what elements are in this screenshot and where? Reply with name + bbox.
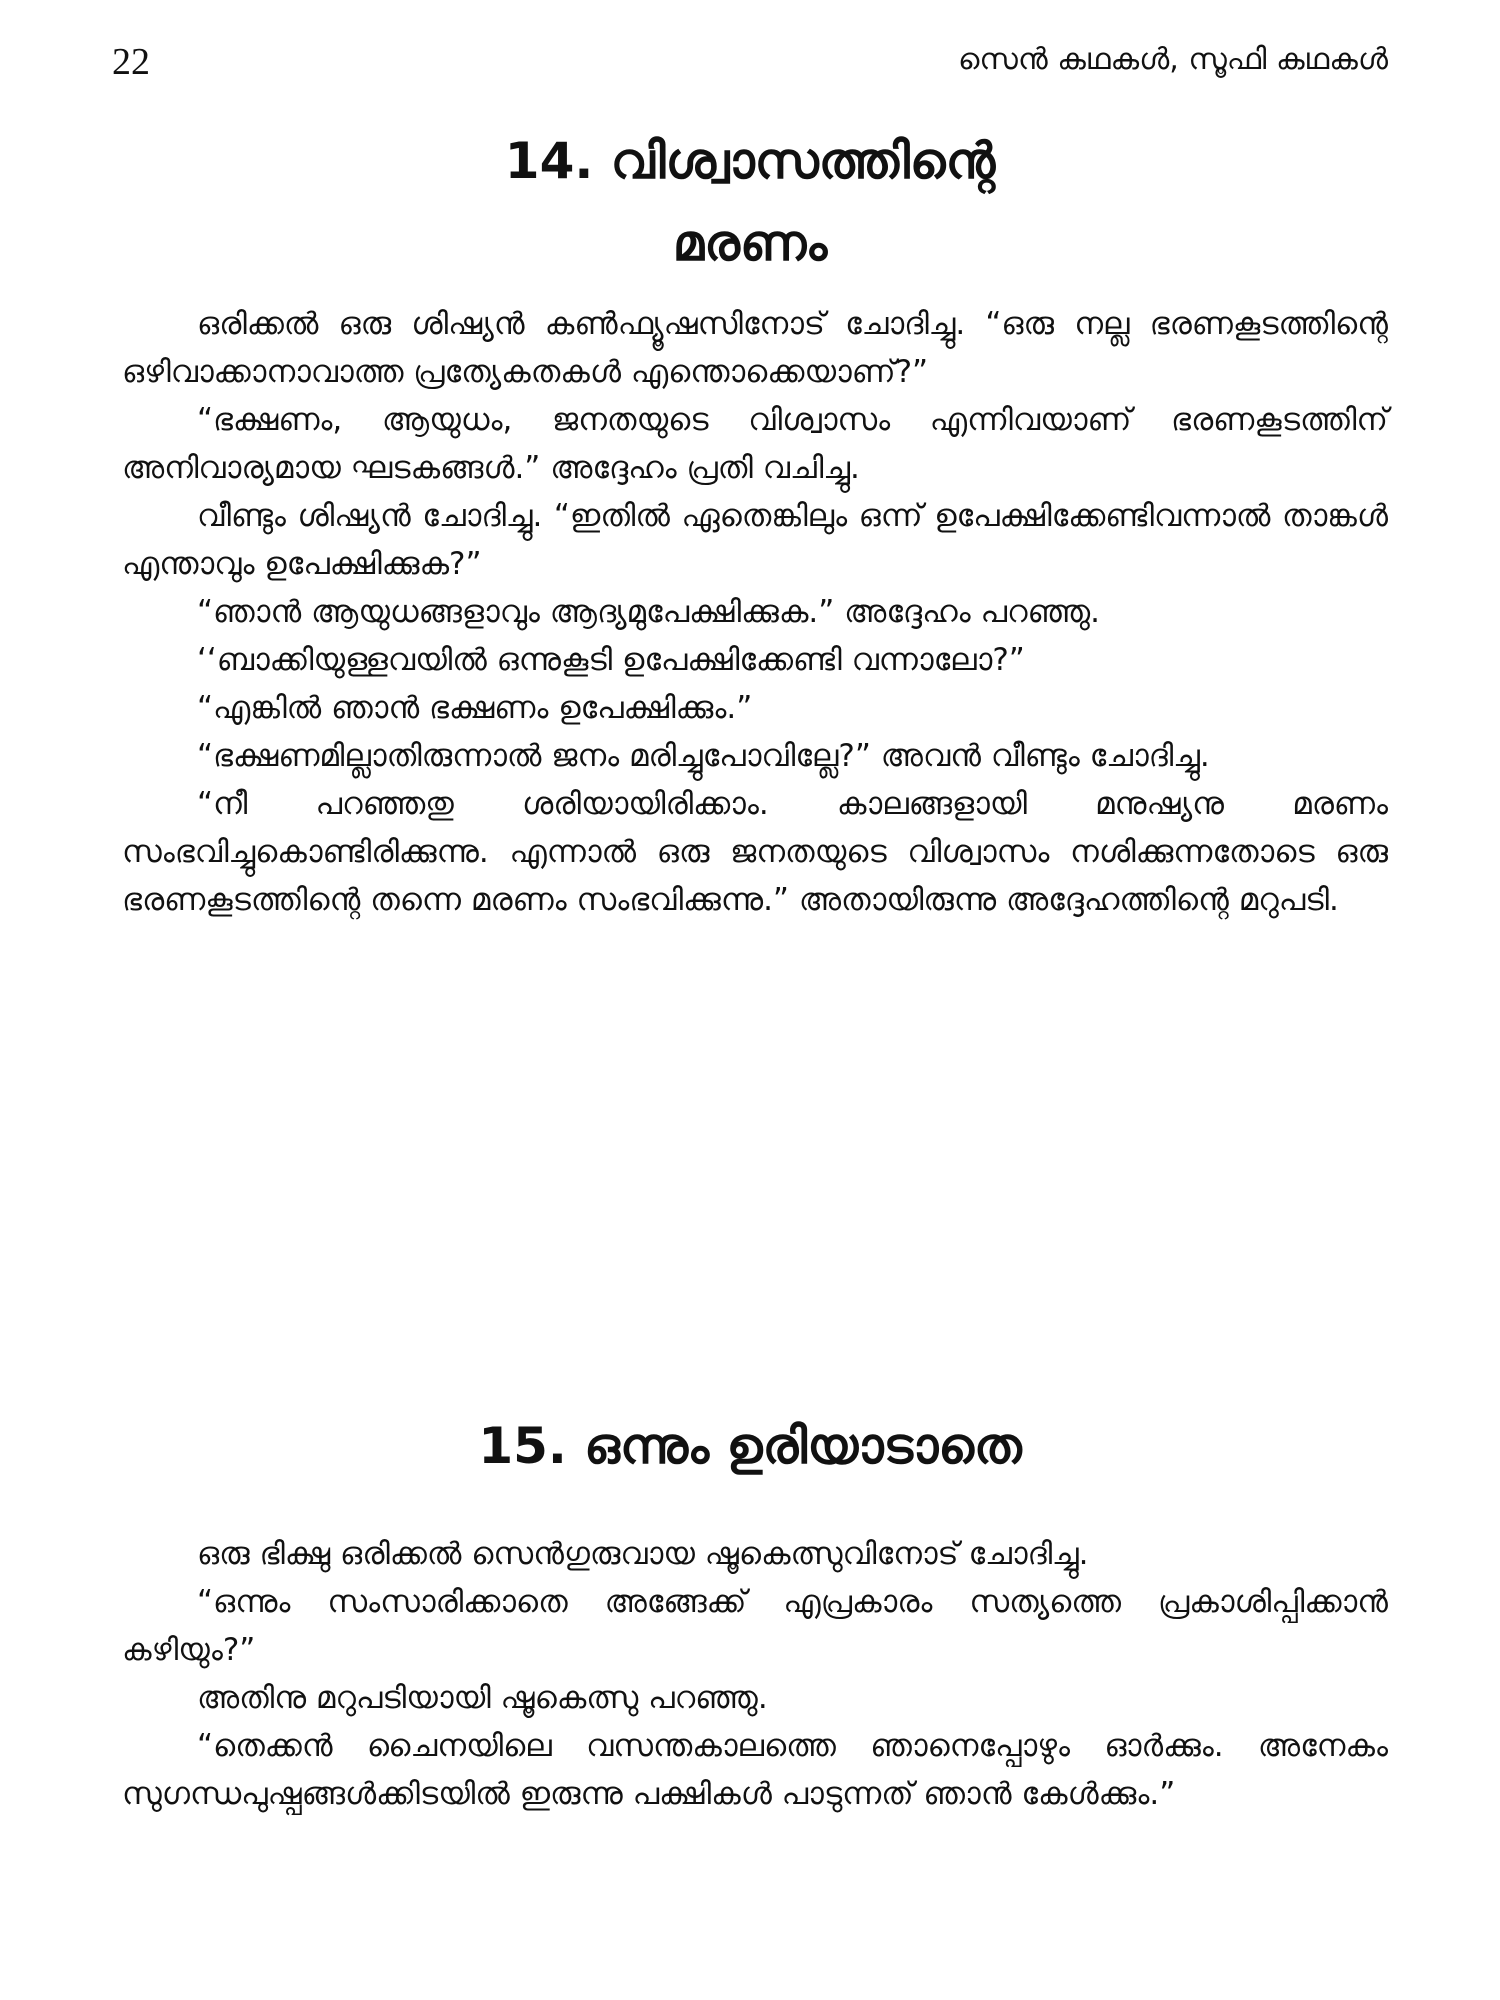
page-number: 22 <box>112 41 150 83</box>
chapter-14-title-line2: മരണം <box>672 214 828 272</box>
running-title: സെൻ കഥകൾ, സൂഫി കഥകൾ <box>957 42 1388 77</box>
chapter-14-title-line1: 14. വിശ്വാസത്തിന്റെ <box>504 132 996 190</box>
paragraph: “ഭക്ഷണം, ആയുധം, ജനതയുടെ വിശ്വാസം എന്നിവയാണ് ഭരണകൂടത്തിന് അനിവാര്യമായ ഘടകങ്ങൾ.” അദ്ദേഹം പ്രതി വചിച്ചു. <box>122 402 1388 486</box>
chapter-15-body <box>122 1530 1388 1818</box>
paragraph: അതിനു മറുപടിയായി ഷൂകെത്സു പറഞ്ഞു. <box>197 1680 768 1716</box>
paragraph: “തെക്കൻ ചൈനയിലെ വസന്തകാലത്തെ ഞാനെപ്പോഴും ഓർക്കും. അനേകം സുഗന്ധപുഷ്പങ്ങൾക്കിടയിൽ ഇരുന്നു പക്ഷികൾ പാടുന്നത് ഞാൻ കേൾക്കും.” <box>122 1728 1388 1812</box>
chapter-15-title-line1: 15. ഒന്നും ഉരിയാടാതെ <box>478 1417 1022 1475</box>
paragraph: “ഞാൻ ആയുധങ്ങളാവും ആദ്യമുപേക്ഷിക്കുക.” അദ്ദേഹം പറഞ്ഞു. <box>197 594 1101 630</box>
paragraph: ഒരു ഭിക്ഷു ഒരിക്കൽ സെൻഗുരുവായ ഷൂകെത്സുവിനോട് ചോദിച്ചു. <box>197 1536 1089 1572</box>
paragraph: ‘‘ബാക്കിയുള്ളവയിൽ ഒന്നുകൂടി ഉപേക്ഷിക്കേണ്ടി വന്നാലോ?” <box>197 642 1025 678</box>
chapter-14-body <box>122 300 1388 924</box>
chapter-15-title <box>112 1405 1388 1487</box>
paragraph: “ഭക്ഷണമില്ലാതിരുന്നാൽ ജനം മരിച്ചുപോവില്ലേ?” അവൻ വീണ്ടും ചോദിച്ചു. <box>197 738 1210 774</box>
paragraph: “ഒന്നും സംസാരിക്കാതെ അങ്ങേക്ക് എപ്രകാരം സത്യത്തെ പ്രകാശിപ്പിക്കാൻ കഴിയും?” <box>122 1584 1388 1668</box>
paragraph: “നീ പറഞ്ഞതു ശരിയായിരിക്കാം. കാലങ്ങളായി മനുഷ്യനു മരണം സംഭവിച്ചുകൊണ്ടിരിക്കുന്നു. എന്നാൽ ഒരു ജനതയുടെ വിശ്വാസം നശിക്കുന്നതോടെ ഒരു ഭരണകൂടത്തിന്റെ തന്നെ മരണം സംഭവിക്കുന്നു.” അതായിരുന്നു അദ്ദേഹത്തിന്റെ മറുപടി. <box>122 786 1388 918</box>
chapter-14-title <box>112 120 1388 284</box>
paragraph: വീണ്ടും ശിഷ്യൻ ചോദിച്ചു. “ഇതിൽ ഏതെങ്കിലും ഒന്ന് ഉപേക്ഷിക്കേണ്ടിവന്നാൽ താങ്കൾ എന്താവും ഉപേക്ഷിക്കുക?” <box>122 498 1388 582</box>
paragraph: ഒരിക്കൽ ഒരു ശിഷ്യൻ കൺഫ്യൂഷസിനോട് ചോദിച്ചു. “ഒരു നല്ല ഭരണകൂടത്തിന്റെ ഒഴിവാക്കാനാവാത്ത പ്രത്യേകതകൾ എന്തൊക്കെയാണ്?” <box>122 306 1388 390</box>
paragraph: “എങ്കിൽ ഞാൻ ഭക്ഷണം ഉപേക്ഷിക്കും.” <box>197 690 753 726</box>
page-header <box>112 40 1388 100</box>
